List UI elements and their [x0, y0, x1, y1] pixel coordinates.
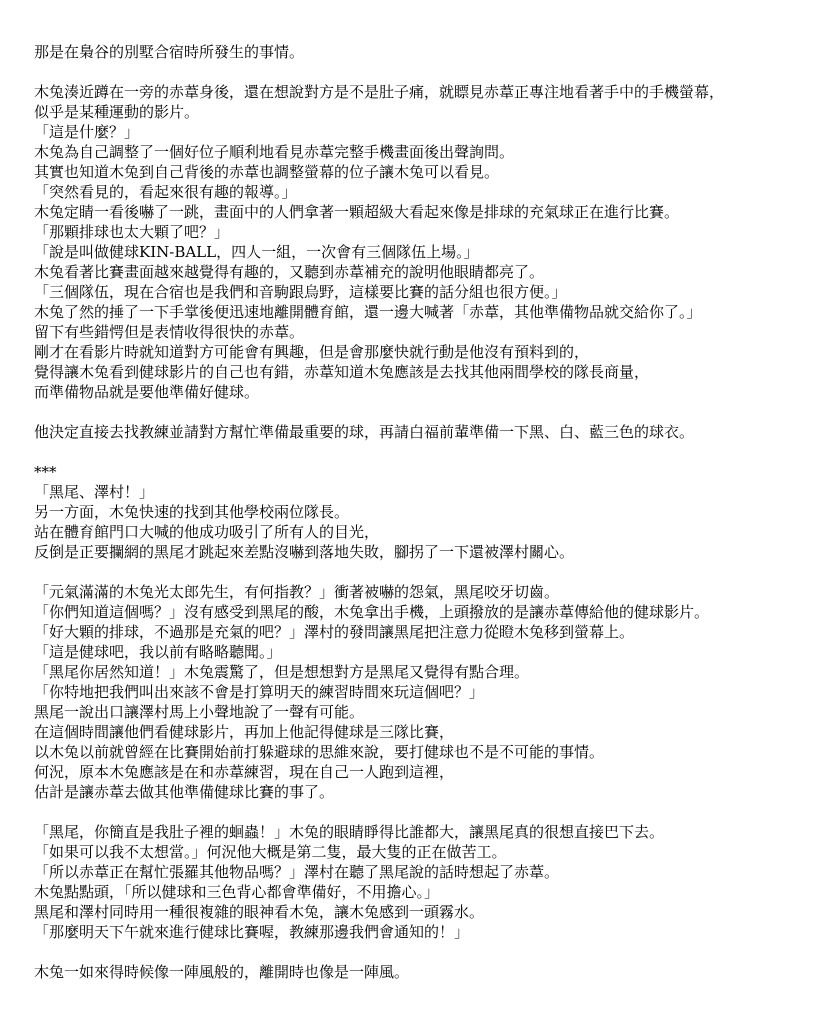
text-line: 「黑尾、澤村！」 [34, 483, 155, 501]
text-line: *** [34, 463, 57, 481]
text-line: 另一方面，木兔快速的找到其他學校兩位隊長。 [34, 503, 350, 521]
text-line: 木兔看著比賽畫面越來越覺得有趣的，又聽到赤葦補充的說明他眼睛都亮了。 [34, 263, 545, 281]
text-line: 木兔一如來得時候像一陣風般的，離開時也像是一陣風。 [34, 963, 410, 981]
text-line: 木兔湊近蹲在一旁的赤葦身後，還在想說對方是不是肚子痛，就瞟見赤葦正專注地看著手中的手機螢幕， [34, 83, 725, 101]
text-line: 黑尾一說出口讓澤村馬上小聲地說了一聲有可能。 [34, 703, 365, 721]
blank-line [34, 562, 824, 582]
text-line: 似乎是某種運動的影片。 [34, 103, 200, 121]
text-line: 「說是叫做健球KIN-BALL，四人一組，一次會有三個隊伍上場。」 [34, 243, 479, 261]
blank-line [34, 942, 824, 962]
text-line: 以木兔以前就曾經在比賽開始前打躲避球的思維來說，要打健球也不是不可能的事情。 [34, 743, 605, 761]
text-line: 「如果可以我不太想當。」何況他大概是第二隻，最大隻的正在做苦工。 [34, 843, 507, 861]
text-line: 「你特地把我們叫出來該不會是打算明天的練習時間來玩這個吧？」 [34, 683, 485, 701]
text-line: 在這個時間讓他們看健球影片，再加上他記得健球是三隊比賽， [34, 723, 455, 741]
document-body [34, 42, 824, 982]
text-line: 「這是健球吧，我以前有略略聽聞。」 [34, 643, 282, 661]
text-line: 那是在梟谷的別墅合宿時所發生的事情。 [34, 43, 305, 61]
text-line: 他決定直接去找教練並請對方幫忙準備最重要的球，再請白福前輩準備一下黑、白、藍三色的球衣。 [34, 423, 695, 441]
text-line: 估計是讓赤葦去做其他準備健球比賽的事了。 [34, 783, 335, 801]
text-line: 木兔定睛一看後嚇了一跳，畫面中的人們拿著一顆超級大看起來像是排球的充氣球正在進行比賽。 [34, 203, 680, 221]
text-line: 黑尾和澤村同時用一種很複雜的眼神看木兔，讓木兔感到一頭霧水。 [34, 903, 485, 921]
blank-line [34, 802, 824, 822]
text-line: 「黑尾你居然知道！」木兔震驚了，但是想想對方是黑尾又覺得有點合理。 [34, 663, 530, 681]
blank-line [34, 442, 824, 462]
text-line: 「那顆排球也太大顆了吧？」 [34, 223, 230, 241]
blank-line [34, 62, 824, 82]
text-line: 「突然看見的，看起來很有趣的報導。」 [34, 183, 297, 201]
text-line: 「那麼明天下午就來進行健球比賽喔，教練那邊我們會通知的！」 [34, 923, 470, 941]
text-line: 木兔點點頭，「所以健球和三色背心都會準備好，不用擔心。」 [34, 883, 440, 901]
text-line: 站在體育館門口大喊的他成功吸引了所有人的目光， [34, 523, 380, 541]
text-line: 「元氣滿滿的木兔光太郎先生，有何指教？」衝著被嚇的怨氣，黑尾咬牙切齒。 [34, 583, 560, 601]
text-line: 何況，原本木兔應該是在和赤葦練習，現在自己一人跑到這裡， [34, 763, 455, 781]
blank-line [34, 402, 824, 422]
text-line: 反倒是正要攔網的黑尾才跳起來差點沒嚇到落地失敗，腳拐了一下還被澤村關心。 [34, 543, 575, 561]
text-line: 留下有些錯愕但是表情收得很快的赤葦。 [34, 323, 305, 341]
text-line: 「這是什麼？」 [34, 123, 140, 141]
text-line: 木兔為自己調整了一個好位子順利地看見赤葦完整手機畫面後出聲詢問。 [34, 143, 515, 161]
text-line: 「所以赤葦正在幫忙張羅其他物品嗎？」澤村在聽了黑尾說的話時想起了赤葦。 [34, 863, 560, 881]
text-line: 「三個隊伍，現在合宿也是我們和音駒跟烏野，這樣要比賽的話分組也很方便。」 [34, 283, 567, 301]
text-line: 剛才在看影片時就知道對方可能會有興趣，但是會那麼快就行動是他沒有預料到的， [34, 343, 590, 361]
text-line: 「黑尾，你簡直是我肚子裡的蛔蟲！」木兔的眼睛睜得比誰都大，讓黑尾真的很想直接巴下去。 [34, 823, 665, 841]
text-line: 「好大顆的排球，不過那是充氣的吧？」澤村的發問讓黑尾把注意力從瞪木兔移到螢幕上。 [34, 623, 635, 641]
text-line: 其實也知道木兔到自己背後的赤葦也調整螢幕的位子讓木兔可以看見。 [34, 163, 500, 181]
text-line: 而準備物品就是要他準備好健球。 [34, 383, 260, 401]
text-line: 木兔了然的捶了一下手掌後便迅速地離開體育館，還一邊大喊著「赤葦，其他準備物品就交給你了。」 [34, 303, 702, 321]
text-line: 覺得讓木兔看到健球影片的自己也有錯，赤葦知道木兔應該是去找其他兩間學校的隊長商量， [34, 363, 650, 381]
text-line: 「你們知道這個嗎？」沒有感受到黑尾的酸，木兔拿出手機，上頭撥放的是讓赤葦傳給他的健球影片。 [34, 603, 710, 621]
